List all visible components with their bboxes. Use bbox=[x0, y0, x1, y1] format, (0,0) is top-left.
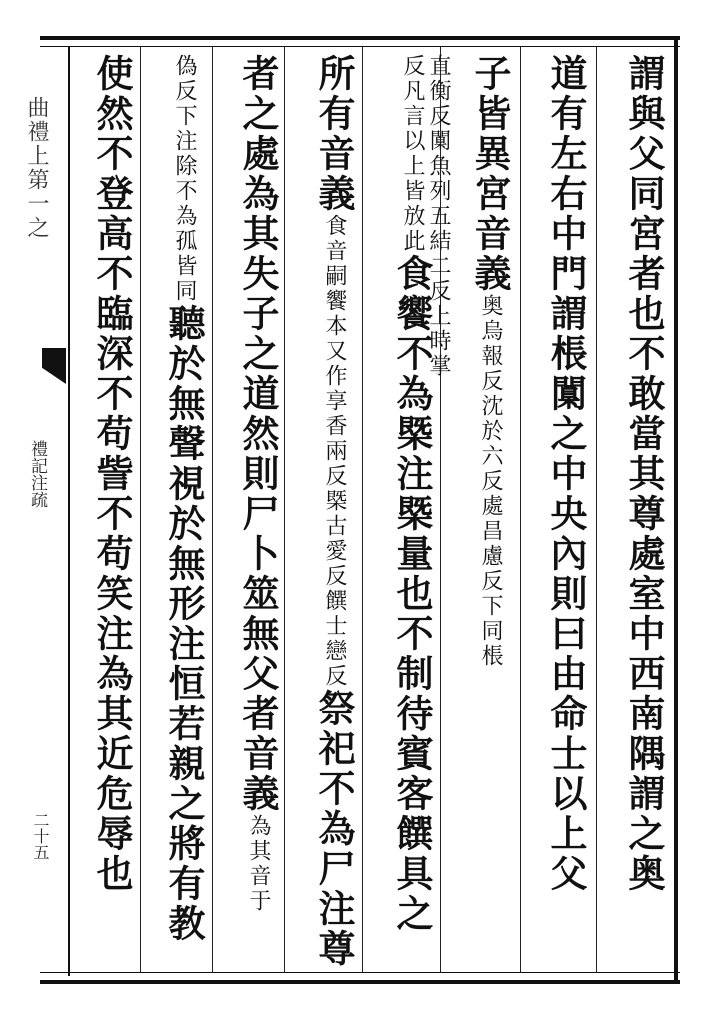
frame-top-inner-border bbox=[40, 46, 680, 47]
text-column-1 bbox=[604, 54, 670, 970]
commentary-left-line: 直衡反闑魚列五結二反上時掌 bbox=[426, 54, 451, 379]
commentary-left-line: 音于 bbox=[246, 864, 271, 914]
fishtail-mark bbox=[42, 348, 66, 384]
text-column-7 bbox=[146, 54, 210, 970]
text-column-4 bbox=[368, 54, 438, 970]
column-rule bbox=[362, 47, 363, 972]
margin-page-number: 二十五 bbox=[31, 812, 50, 860]
margin-strip bbox=[0, 36, 68, 981]
column-rule bbox=[284, 47, 285, 972]
main-text: 謂與父同宮者也不敢當其尊處室中西南隅謂之奥 bbox=[622, 54, 666, 894]
frame-right-border bbox=[674, 36, 678, 984]
column-rule bbox=[596, 47, 597, 972]
margin-book-title: 禮記注疏 bbox=[27, 440, 47, 508]
text-column-3 bbox=[426, 54, 516, 970]
text-column-8 bbox=[74, 54, 138, 970]
commentary-right-line: 反凡言以 bbox=[400, 54, 425, 154]
main-text: 聽於無聲視於無形注恒若親之將有教 bbox=[162, 304, 206, 944]
commentary-left-line: 上皆放此 bbox=[400, 154, 425, 254]
frame-bottom-inner-border bbox=[40, 972, 680, 973]
main-text: 使然不登高不臨深不苟訾不苟笑注為其近危辱也 bbox=[90, 54, 134, 894]
column-rule bbox=[140, 47, 141, 972]
commentary-right-line: 偽反下注除 bbox=[172, 54, 197, 179]
margin-chapter-label: 曲禮上第一之 bbox=[24, 96, 49, 240]
commentary-right-line: 奥烏報反沈於六反處昌慮反下同棖 bbox=[478, 294, 503, 669]
commentary-right-line: 食音嗣饗本又作享香兩 bbox=[322, 214, 347, 464]
commentary-right-line: 為其 bbox=[246, 814, 271, 864]
main-text: 祭祀不為尸注尊 bbox=[312, 689, 356, 969]
text-column-6 bbox=[218, 54, 284, 970]
main-text: 食饗不為槩注槩量也不制待賓客饌具之 bbox=[390, 254, 434, 934]
column-rule bbox=[212, 47, 213, 972]
main-text: 子皆異宮音義 bbox=[468, 54, 512, 294]
main-text: 者之處為其失子之道然則尸卜筮無父者音義 bbox=[236, 54, 280, 814]
frame-left-border bbox=[68, 46, 70, 976]
frame-bottom-border bbox=[40, 980, 680, 984]
text-column-2 bbox=[526, 54, 592, 970]
main-text: 道有左右中門謂棖闑之中央內則曰由命士以上父 bbox=[544, 54, 588, 894]
commentary-left-line: 不為孤皆同 bbox=[172, 179, 197, 304]
commentary-left-line: 反槩古愛反饌士戀反 bbox=[322, 464, 347, 689]
main-text: 所有音義 bbox=[312, 54, 356, 214]
frame-top-border bbox=[40, 36, 680, 40]
text-column-5 bbox=[290, 54, 360, 970]
column-rule bbox=[520, 47, 521, 972]
